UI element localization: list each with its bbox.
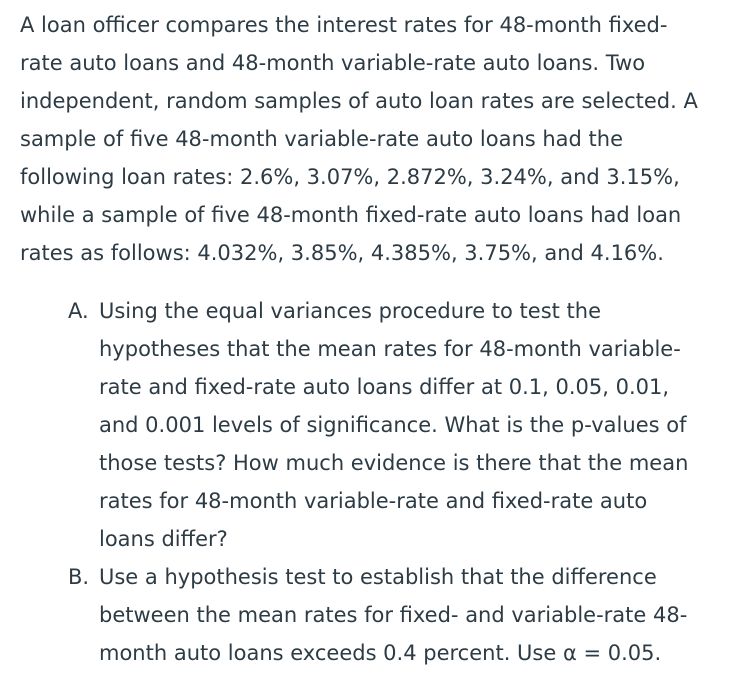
question-line: rate and fixed-rate auto loans differ at 0.1, 0.05, 0.01, xyxy=(99,375,670,399)
intro-line: sample of five 48-month variable-rate auto loans had the xyxy=(20,127,624,151)
intro-line: following loan rates: 2.6%, 3.07%, 2.872%, 3.24%, and 3.15%, xyxy=(20,165,680,189)
question-b xyxy=(68,558,732,672)
question-line: between the mean rates for fixed- and variable-rate 48- xyxy=(99,603,688,627)
problem-document xyxy=(20,6,732,672)
question-a xyxy=(68,292,732,558)
problem-intro xyxy=(20,6,732,272)
question-letter: B. xyxy=(68,565,90,589)
question-line: hypotheses that the mean rates for 48-month variable- xyxy=(99,337,681,361)
question-line: loans differ? xyxy=(99,527,228,551)
question-line: month auto loans exceeds 0.4 percent. Use α = 0.05. xyxy=(99,641,662,665)
intro-line: rate auto loans and 48-month variable-rate auto loans. Two xyxy=(20,51,646,75)
intro-line: independent, random samples of auto loan rates are selected. A xyxy=(20,89,698,113)
question-text xyxy=(99,292,732,558)
intro-line: while a sample of five 48-month fixed-rate auto loans had loan xyxy=(20,203,682,227)
question-text xyxy=(99,558,732,672)
question-list xyxy=(20,292,732,672)
question-line: Using the equal variances procedure to test the xyxy=(99,299,602,323)
question-line: Use a hypothesis test to establish that the difference xyxy=(99,565,657,589)
question-letter: A. xyxy=(68,299,89,323)
question-line: rates for 48-month variable-rate and fixed-rate auto xyxy=(99,489,648,513)
intro-line: A loan officer compares the interest rates for 48-month fixed- xyxy=(20,13,668,37)
intro-line: rates as follows: 4.032%, 3.85%, 4.385%, 3.75%, and 4.16%. xyxy=(20,241,664,265)
question-line: and 0.001 levels of significance. What is the p-values of xyxy=(99,413,687,437)
question-line: those tests? How much evidence is there that the mean xyxy=(99,451,689,475)
